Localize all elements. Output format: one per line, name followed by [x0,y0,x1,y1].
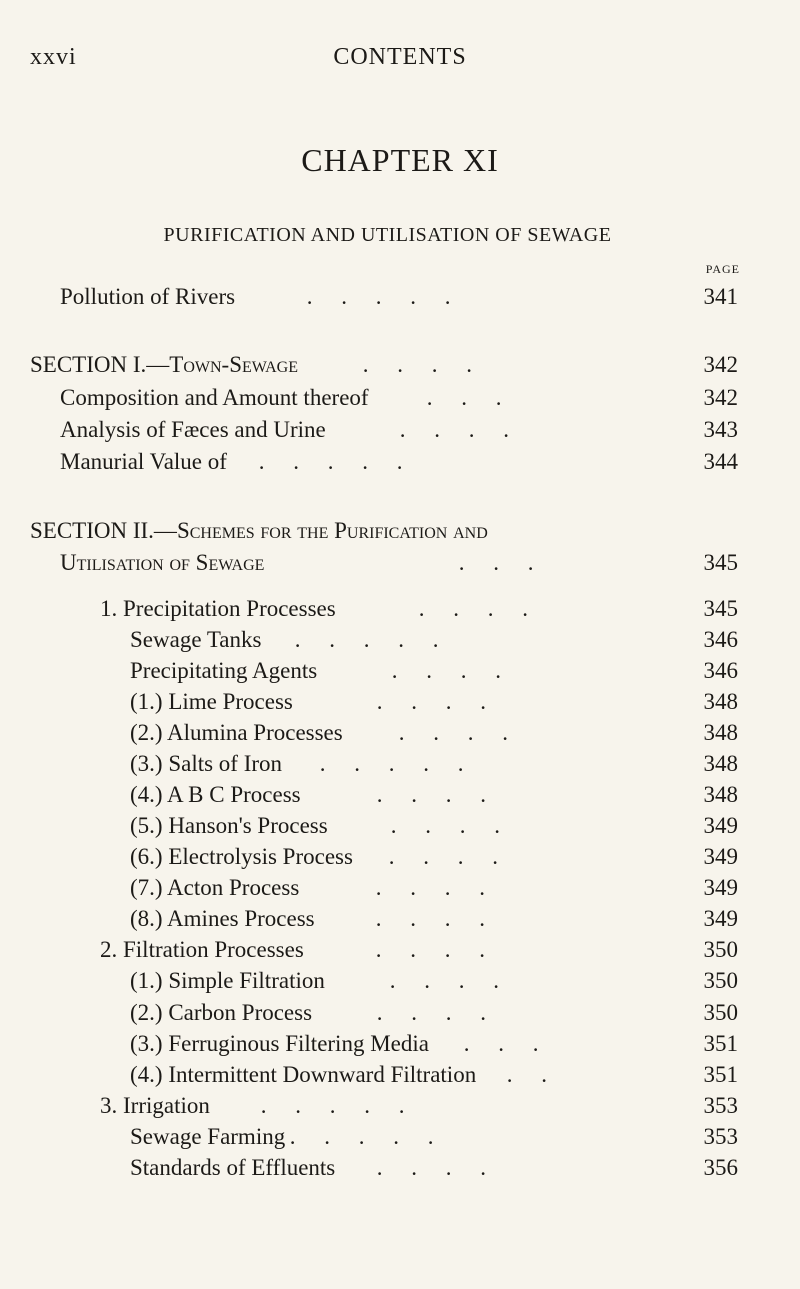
toc-entry-page: 342 [703,352,738,377]
toc-entry-label: (7.) Acton Process [130,875,300,900]
toc-entry-page: 342 [703,385,738,410]
toc-entry-label: (8.) Amines Process [130,906,315,931]
toc-entry [0,968,800,998]
toc-entry-label: (4.) Intermittent Downward Filtration [130,1062,477,1087]
toc-entry [0,1124,800,1154]
toc-entry-leader: . . . . [362,813,500,838]
toc-entry-page: 346 [703,658,738,683]
toc-entry-page: 346 [703,627,738,652]
toc-entry [0,417,800,447]
toc-entry-label: 2. Filtration Processes [100,937,304,962]
toc-entry-label: Precipitating Agents [130,658,318,683]
toc-entry-page: 349 [703,844,738,869]
toc-entry [0,1000,800,1030]
toc-entry [0,844,800,874]
toc-entry-leader: . . . . [363,658,501,683]
toc-entry [0,937,800,967]
toc-entry [0,782,800,812]
toc-entry-leader: . . . . [348,689,486,714]
toc-entry-label: (1.) Simple Filtration [130,968,325,993]
toc-entry-leader: . . . [458,1031,539,1056]
toc-entry-leader: . . . . [347,875,485,900]
toc-entry-label: (4.) A B C Process [130,782,301,807]
toc-entry-label: (2.) Carbon Process [130,1000,313,1025]
toc-entry-label: Manurial Value of [60,449,227,474]
toc-entry-leader: . . [478,1062,547,1087]
toc-entry [0,658,800,688]
toc-entry [0,1031,800,1061]
toc-entry [0,596,800,626]
toc-entry [0,385,800,415]
toc-entry [0,906,800,936]
running-title: CONTENTS [333,44,467,70]
toc-entry-label: (3.) Salts of Iron [130,751,283,776]
chapter-subtitle: PURIFICATION AND UTILISATION OF SEWAGE [163,224,612,246]
toc-entry [0,449,800,479]
toc-entry-label: (6.) Electrolysis Process [130,844,353,869]
toc-entry-page: 350 [703,1000,738,1025]
toc-entry-leader: . . . . . [314,751,464,776]
toc-entry-label: Sewage Tanks [130,627,262,652]
toc-entry [0,875,800,905]
toc-entry-page: 348 [703,751,738,776]
toc-entry-label: (5.) Hanson's Process [130,813,328,838]
toc-entry-page: 353 [703,1124,738,1149]
toc-entry-label: Sewage Farming [130,1124,286,1149]
toc-entry [0,689,800,719]
toc-entry [0,1062,800,1092]
toc-entry-page: 344 [703,449,738,474]
toc-entry-leader: . . . . . [284,1124,434,1149]
toc-entry-page: 348 [703,689,738,714]
toc-entry [0,720,800,750]
toc-entry-page: 351 [703,1062,738,1087]
toc-entry-page: 350 [703,937,738,962]
toc-entry-leader: . . . . [357,352,472,377]
toc-entry-leader: . . . [430,550,534,575]
toc-entry-page: 343 [703,417,738,442]
toc-entry-page: 345 [703,550,738,575]
toc-entry-label: (3.) Ferruginous Filtering Media [130,1031,429,1056]
toc-entry-page: 345 [703,596,738,621]
toc-entry-page: 350 [703,968,738,993]
toc-entry-leader: . . . . [370,720,508,745]
toc-entry-leader: . . . . [361,968,499,993]
toc-entry-page: 349 [703,813,738,838]
toc-entry-leader: . . . . . [232,1093,405,1118]
toc-entry-leader: . . . . [390,596,528,621]
toc-entry-leader: . . . . [383,844,498,869]
toc-entry-label: (1.) Lime Process [130,689,293,714]
toc-entry [0,1093,800,1123]
toc-entry-leader: . . . . [347,937,485,962]
toc-entry-page: 353 [703,1093,738,1118]
toc-entry [0,813,800,843]
toc-entry-label: 1. Precipitation Processes [100,596,336,621]
toc-entry-label: Analysis of Fæces and Urine [60,417,326,442]
toc-section-heading [0,518,800,548]
toc-entry-page: 348 [703,782,738,807]
toc-entry-label: Pollution of Rivers [60,284,236,309]
toc-entry-leader: . . . . . [253,449,403,474]
toc-entry-page: 356 [703,1155,738,1180]
toc-entry [0,284,800,314]
toc-entry-label: Standards of Effluents [130,1155,336,1180]
toc-entry-page: 351 [703,1031,738,1056]
toc-entry [0,627,800,657]
toc-section-heading: SECTION I.—Town-Sewage [30,352,298,377]
toc-entry-page: 349 [703,875,738,900]
toc-entry [0,1155,800,1185]
page-number: xxvi [30,44,77,70]
chapter-title: CHAPTER XI [301,142,499,178]
toc-entry-leader: . . . [398,385,502,410]
toc-entry-label: Composition and Amount thereof [60,385,369,410]
toc-entry-leader: . . . . [394,417,509,442]
toc-entry-label: SECTION II.—Schemes for the Purification and [30,518,488,543]
toc-entry [0,751,800,781]
toc-entry-label: 3. Irrigation [100,1093,210,1118]
toc-entry-leader: . . . . . [266,627,439,652]
page-column-label: PAGE [705,262,740,276]
toc-entry-leader: . . . . [348,1155,486,1180]
toc-entry-leader: . . . . [348,1000,486,1025]
toc-entry-page: 341 [703,284,738,309]
toc-entry-label: Utilisation of Sewage [60,550,265,575]
toc-entry-page: 349 [703,906,738,931]
toc-entry-leader: . . . . [348,782,486,807]
toc-entry-leader: . . . . [347,906,485,931]
toc-entry [0,550,800,580]
toc-entry [0,352,800,382]
toc-entry-page: 348 [703,720,738,745]
toc-entry-label: (2.) Alumina Processes [130,720,343,745]
toc-entry-leader: . . . . . [301,284,451,309]
